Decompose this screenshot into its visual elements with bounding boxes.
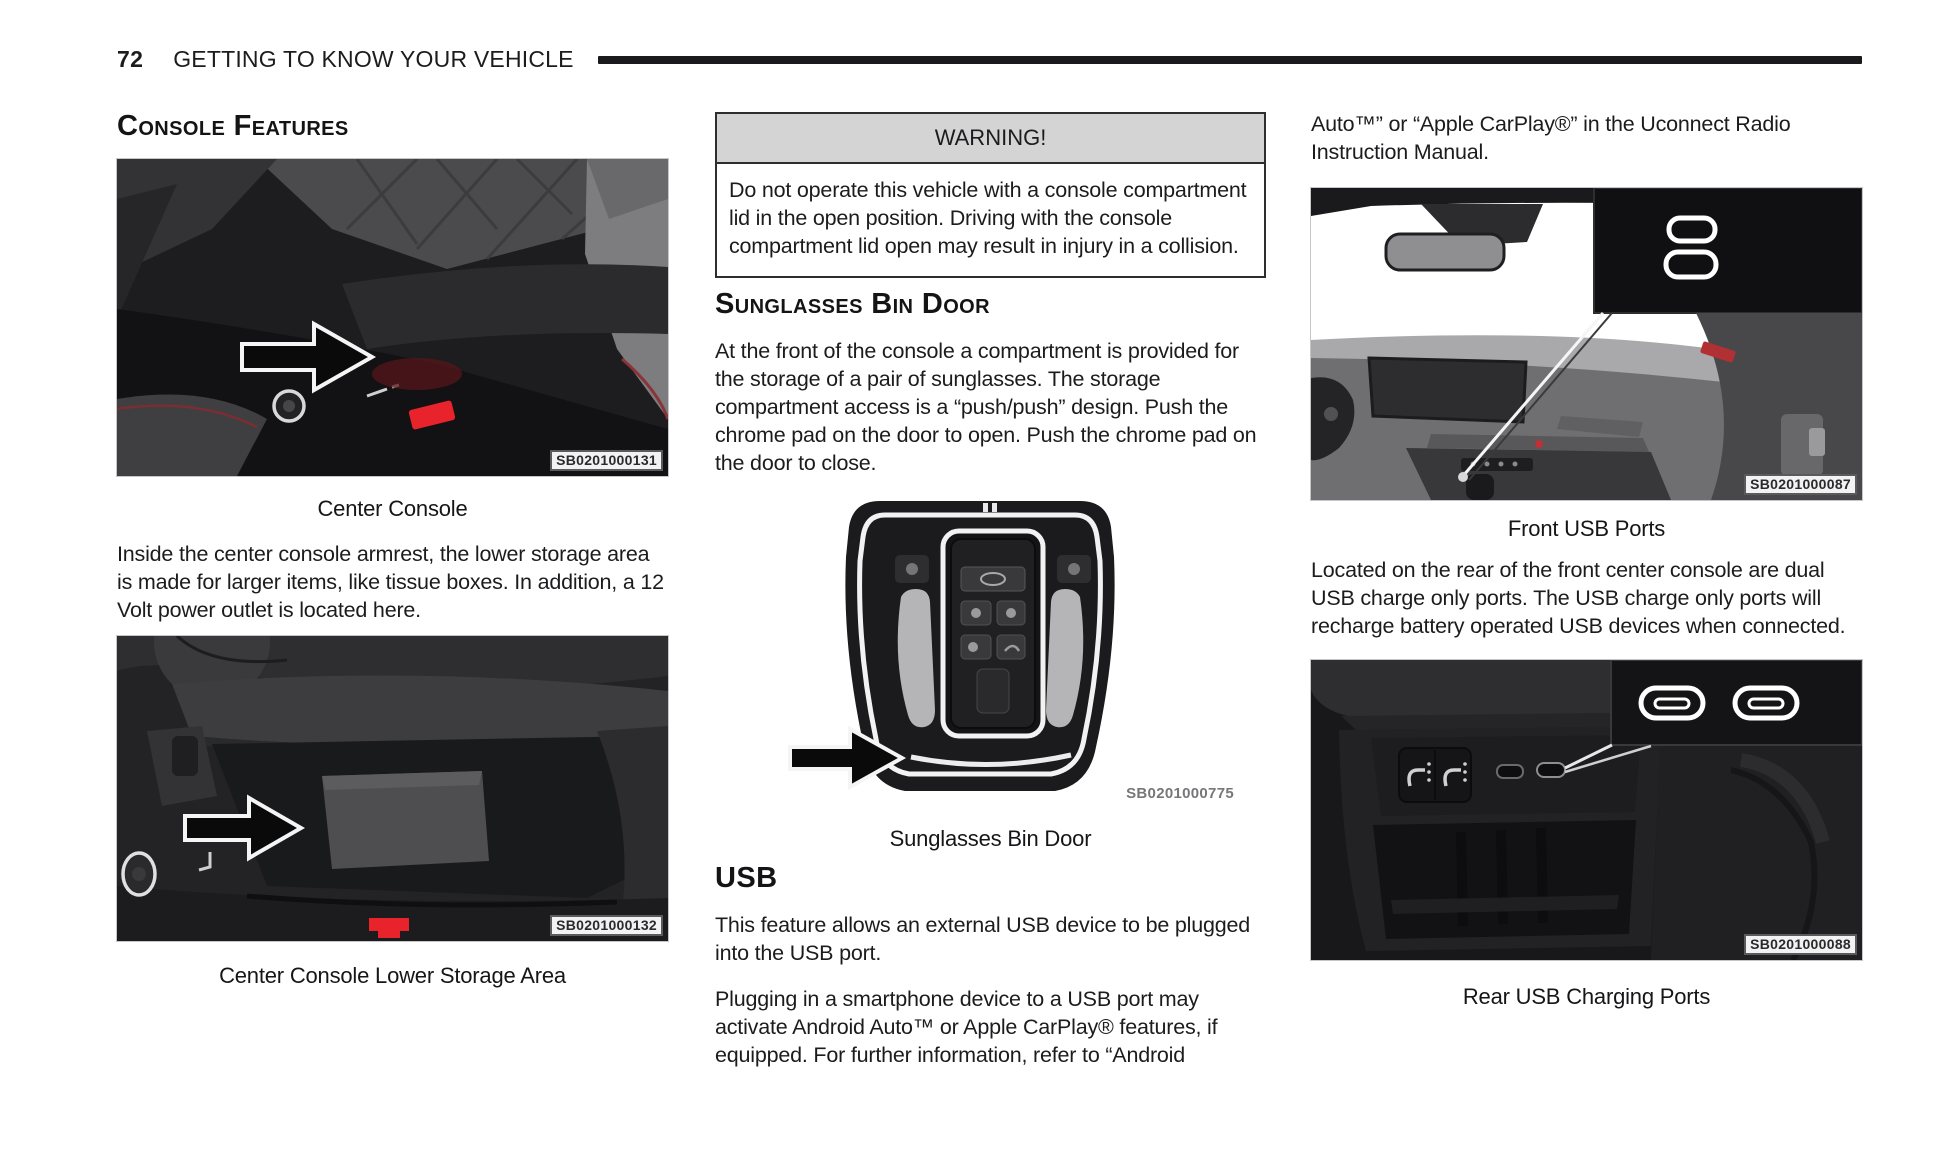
warning-title: WARNING! [717, 114, 1264, 164]
middle-column [715, 100, 1266, 1069]
figure-code: SB0201000775 [1126, 785, 1234, 802]
paragraph-center-console: Inside the center console armrest, the lower storage area is made for larger items, like tissue boxes. In addition, a 12 Volt power outlet is located here. [117, 542, 664, 622]
seat-heater-buttons [1399, 748, 1471, 802]
figure-caption-sunglasses: Sunglasses Bin Door [889, 826, 1092, 851]
left-column [117, 100, 668, 989]
overhead-console-illustration [715, 497, 1266, 812]
figure-rear-usb [1311, 660, 1862, 960]
rearview-mirror [1386, 234, 1504, 270]
page-header-title: GETTING TO KNOW YOUR VEHICLE [173, 46, 574, 72]
paragraph-sunglasses: At the front of the console a compartment is provided for the storage of a pair of sunglasses. The storage compartment access is a “push/push” design. Push the chrome pad on the door to open. Push the chrome pad on the door to close. [715, 339, 1257, 475]
section-title-console-features: Console Features [117, 110, 349, 142]
page-number: 72 [117, 46, 144, 72]
header-rule [598, 56, 1862, 64]
figure-code: SB0201000131 [550, 450, 663, 471]
paragraph-usb-1: This feature allows an external USB device to be plugged into the USB port. [715, 913, 1250, 965]
page-header [117, 46, 1862, 73]
warning-box [715, 112, 1266, 278]
figure-sunglasses-bin [715, 497, 1266, 812]
paragraph-usb-continuation: Auto™” or “Apple CarPlay®” in the Uconnect Radio Instruction Manual. [1311, 112, 1791, 164]
section-title-sunglasses-bin-door: Sunglasses Bin Door [715, 288, 990, 320]
usb-inset-detail [1594, 188, 1862, 313]
infotainment-screen [1369, 358, 1526, 422]
figure-caption-front-usb: Front USB Ports [1507, 516, 1666, 541]
front-usb-photo [1311, 188, 1862, 500]
center-console-photo [117, 159, 668, 476]
right-column [1311, 100, 1862, 1010]
paragraph-usb-2: Plugging in a smartphone device to a USB port may activate Android Auto™ or Apple CarPlay® features, if equipped. For further information, refer to “Android [715, 987, 1218, 1067]
figure-lower-storage [117, 636, 668, 941]
lower-storage-photo [117, 636, 668, 941]
warning-text: Do not operate this vehicle with a console compartment lid in the open position. Driving with the console compartment lid open may result in injury in a collision. [729, 178, 1247, 258]
figure-code: SB0201000088 [1744, 934, 1857, 955]
figure-caption-lower-storage: Center Console Lower Storage Area [219, 963, 566, 988]
usb-port [1537, 763, 1565, 777]
figure-code: SB0201000132 [550, 915, 663, 936]
figure-center-console [117, 159, 668, 476]
usb-inset-detail [1611, 660, 1862, 745]
usb-port [1497, 765, 1523, 778]
paragraph-front-usb: Located on the rear of the front center console are dual USB charge only ports. The USB charge only ports will recharge battery operated USB devices when connected. [1311, 558, 1846, 638]
figure-caption-rear-usb: Rear USB Charging Ports [1462, 984, 1711, 1009]
figure-code: SB0201000087 [1744, 474, 1857, 495]
figure-front-usb [1311, 188, 1862, 500]
figure-caption-center-console: Center Console [317, 496, 468, 521]
section-title-usb: USB [715, 862, 778, 894]
rear-usb-photo [1311, 660, 1862, 960]
